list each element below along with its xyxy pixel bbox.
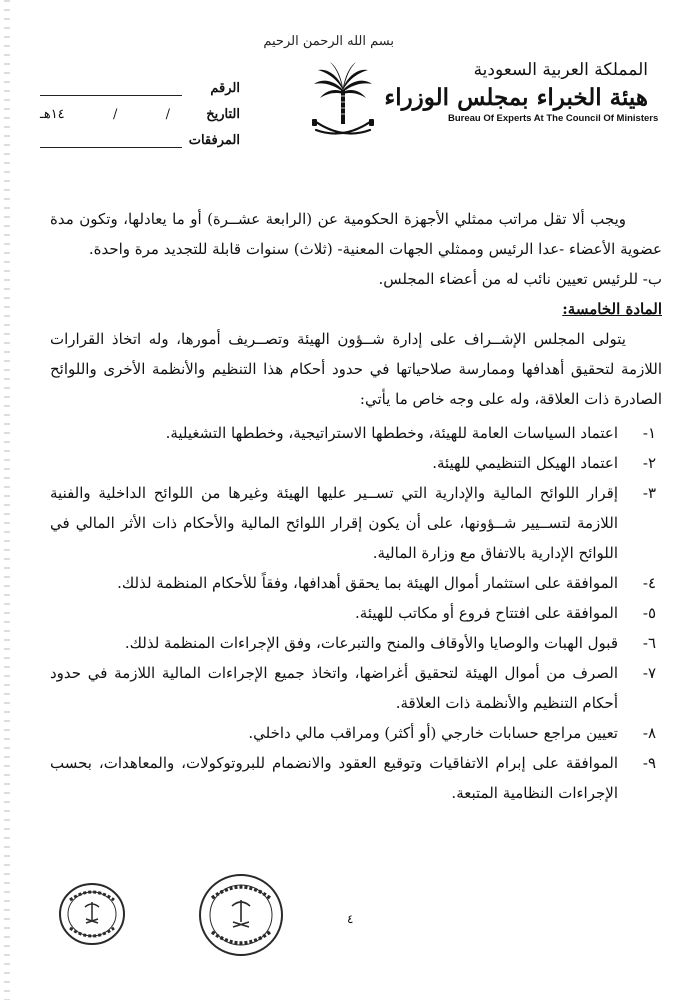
item-number: ٤- (642, 574, 656, 592)
ref-date-value (40, 107, 188, 122)
item-number: ٣- (642, 484, 656, 502)
ref-attachments-line (40, 131, 182, 148)
list-item (50, 448, 662, 478)
item-number: ٧- (642, 664, 656, 682)
intro-paragraph: ويجب ألا تقل مراتب ممثلي الأجهزة الحكومية عن (الرابعة عشــرة) أو ما يعادلها، وتكون مدة عضوية الأعضاء -عدا الرئيس وممثلي الجهات المعنية- (ثلاث) سنوات قابلة للتجديد مرة واحدة. (50, 210, 662, 258)
ref-date-label: التاريخ (206, 107, 240, 122)
document-body (50, 204, 662, 808)
official-seal-icon (198, 872, 284, 958)
item-number: ٨- (642, 724, 656, 742)
item-text: اعتماد الهيكل التنظيمي للهيئة. (432, 454, 618, 472)
ref-number-label: الرقم (210, 81, 240, 96)
item-text: قبول الهبات والوصايا والأوقاف والمنح والتبرعات، وفق الإجراءات المنظمة لذلك. (124, 634, 618, 652)
item-number: ٥- (642, 604, 656, 622)
scan-margin-marks (4, 0, 10, 1000)
ref-attachments-row (40, 122, 240, 148)
organization-block (384, 60, 659, 124)
item-number: ٦- (642, 634, 656, 652)
item-text: إقرار اللوائح المالية والإدارية التي تســير عليها الهيئة وغيرها من اللوائح الداخلية والفنية اللازمة لتســيير شــؤونها، على أن يكون إقرار اللوائح المالية والأحكام ذات الأثر المالي في اللوائح الإدارية بالاتفاق مع وزارة المالية. (50, 484, 618, 562)
letterhead (0, 28, 700, 148)
page-number: ٤ (347, 912, 354, 926)
date-sep: / (112, 107, 118, 122)
item-text: اعتماد السياسات العامة للهيئة، وخططها الاستراتيجية، وخططها التشغيلية. (165, 424, 618, 442)
saudi-emblem-icon (310, 60, 376, 144)
reference-block (40, 70, 240, 148)
list-item (50, 598, 662, 628)
date-sep: / (165, 107, 170, 122)
item-number: ١- (642, 424, 656, 442)
list-item (50, 478, 662, 568)
item-text: تعيين مراجع حسابات خارجي (أو أكثر) ومراقب مالي داخلي. (248, 724, 618, 742)
date-suffix: ١٤هـ (40, 107, 65, 122)
basmala-calligraphy: بسم الله الرحمن الرحيم (263, 34, 394, 49)
official-seal-icon (58, 880, 126, 948)
item-number: ٩- (642, 754, 656, 772)
ref-date-row (40, 96, 240, 122)
org-name-arabic: المملكة العربية السعودية (473, 60, 648, 80)
list-item (50, 658, 662, 718)
list-item (50, 628, 662, 658)
ref-number-row (40, 70, 240, 96)
article-intro: يتولى المجلس الإشــراف على إدارة شــؤون الهيئة وتصــريف أمورها، وله اتخاذ القرارات اللازمة لتحقيق أهدافها وممارسة صلاحياتها في حدود أحكام هذا التنظيم والأنظمة الأخرى واللوائح الصادرة ذات العلاقة، وله على وجه خاص ما يأتي: (50, 330, 662, 408)
clause-b: ب- للرئيس تعيين نائب له من أعضاء المجلس. (378, 270, 662, 288)
org-subname-arabic: هيئة الخبراء بمجلس الوزراء (384, 84, 648, 111)
org-name-english: Bureau Of Experts At The Council Of Ministers (448, 113, 659, 124)
item-number: ٢- (642, 454, 656, 472)
item-text: الموافقة على إبرام الاتفاقيات وتوقيع العقود والانضمام للبروتوكولات، والمعاهدات، بحسب الإجراءات النظامية المتبعة. (50, 754, 618, 802)
item-text: الموافقة على افتتاح فروع أو مكاتب للهيئة. (355, 604, 618, 622)
list-item (50, 568, 662, 598)
list-item (50, 418, 662, 448)
list-item (50, 748, 662, 808)
ref-attachments-label: المرفقات (188, 133, 240, 148)
item-text: الموافقة على استثمار أموال الهيئة بما يحقق أهدافها، وفقاً للأحكام المنظمة لذلك. (117, 574, 618, 592)
article-heading: المادة الخامسة: (562, 300, 662, 318)
article-items (50, 418, 662, 808)
item-text: الصرف من أموال الهيئة لتحقيق أغراضها، واتخاذ جميع الإجراءات المالية اللازمة في حدود أحكام التنظيم والأنظمة ذات العلاقة. (50, 664, 618, 712)
list-item (50, 718, 662, 748)
ref-number-line (40, 79, 182, 96)
